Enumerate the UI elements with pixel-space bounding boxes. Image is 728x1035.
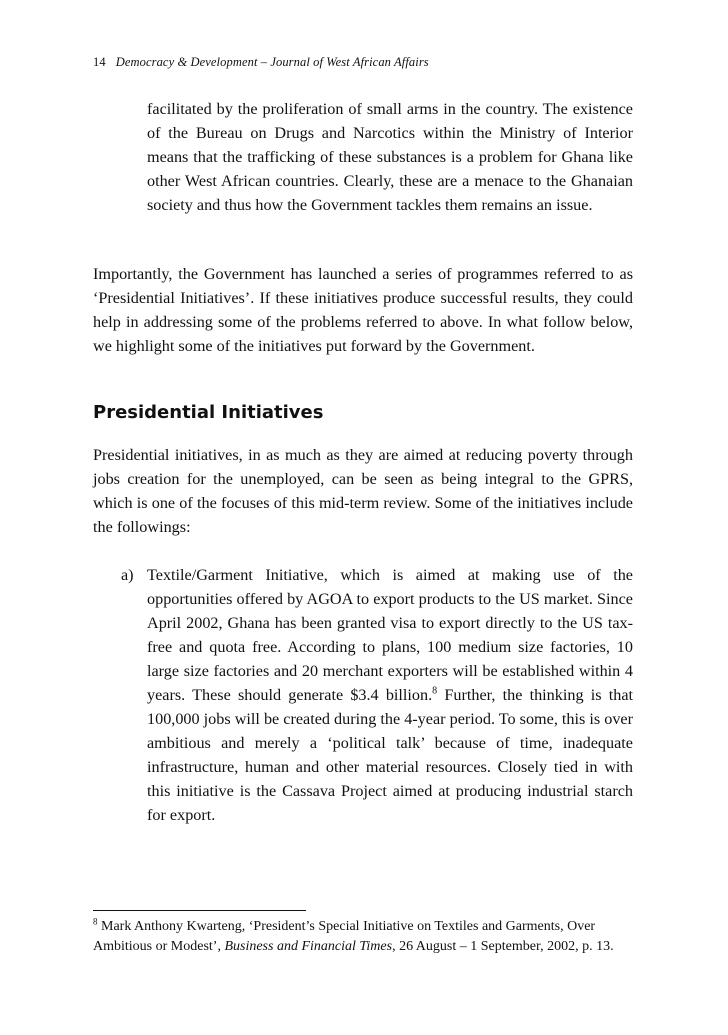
page-number: 14	[93, 55, 106, 69]
journal-title: Democracy & Development – Journal of West African Affairs	[115, 55, 429, 69]
footnote-divider	[93, 910, 306, 911]
footnote-text-start: Mark Anthony Kwarteng, ‘President’s Special Initiative on Textiles and Garments, Over Ambitious or Modest’,	[93, 919, 596, 954]
list-item-text-end: Further, the thinking is that 100,000 jobs will be created during the 4-year period. To some, this is over ambitious and merely a ‘political talk’ because of time, inadequate infrastructure, human and other material resources. Closely tied in with this initiative is the Cassava Project aimed at producing industrial starch for export.	[147, 686, 633, 824]
footnote-source-title: Business and Financial Times	[224, 939, 393, 954]
footnote-text-end: , 26 August – 1 September, 2002, p. 13.	[392, 939, 614, 954]
footnote-number: 8	[93, 916, 98, 927]
list-item-text-start: Textile/Garment Initiative, which is aimed at making use of the opportunities offered by AGOA to export products to the US market. Since April 2002, Ghana has been granted visa to export directly to the US tax-free and quota free. According to plans, 100 medium size factories, 10 large size factories and 20 merchant exporters will be established within 4 years. These should generate $3.4 billion.	[147, 566, 633, 704]
list-item-textile	[147, 563, 633, 827]
body-paragraph-intro: Presidential initiatives, in as much as they are aimed at reducing poverty through jobs creation for the unemployed, can be seen as being integral to the GPRS, which is one of the focuses of this mid-term review. Some of the initiatives include the followings:	[93, 446, 633, 536]
list-marker: a)	[121, 566, 134, 584]
body-paragraph-initiatives: Importantly, the Government has launched a series of programmes referred to as ‘Presidential Initiatives’. If these initiatives produce successful results, they could help in addressing some of the problems referred to above. In what follow below, we highlight some of the initiatives put forward by the Government.	[93, 265, 633, 355]
running-header	[93, 55, 429, 70]
section-heading: Presidential Initiatives	[93, 402, 324, 423]
footnote-reference[interactable]: 8	[432, 685, 438, 697]
footnote	[93, 917, 633, 957]
indented-paragraph: facilitated by the proliferation of small arms in the country. The existence of the Bureau on Drugs and Narcotics within the Ministry of Interior means that the trafficking of these substances is a problem for Ghana like other West African countries. Clearly, these are a menace to the Ghanaian society and thus how the Government tackles them remains an issue.	[147, 100, 633, 214]
